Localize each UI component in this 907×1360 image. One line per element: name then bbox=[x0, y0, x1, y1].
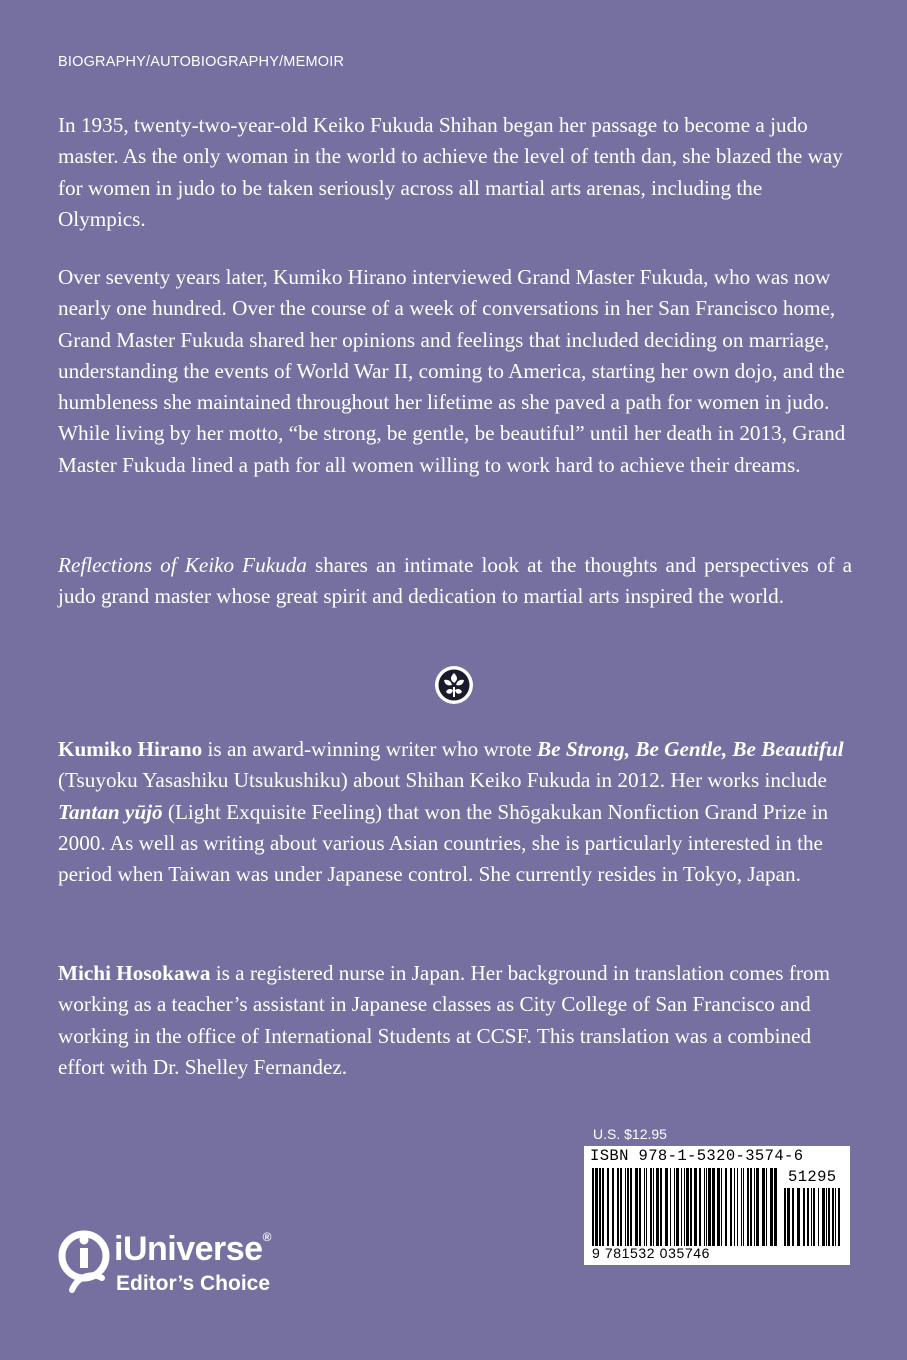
barcode-bar bbox=[818, 1188, 819, 1246]
author-bio bbox=[58, 734, 852, 890]
translator-name: Michi Hosokawa bbox=[58, 961, 211, 985]
barcode-bar bbox=[656, 1168, 659, 1246]
publisher-name bbox=[114, 1230, 271, 1269]
book-title: Reflections of Keiko Fukuda bbox=[58, 553, 307, 577]
price-code-text: 51295 bbox=[788, 1168, 837, 1186]
barcode-bar bbox=[734, 1168, 735, 1246]
barcode-bar bbox=[756, 1168, 759, 1246]
barcode-bar bbox=[708, 1168, 711, 1246]
barcode-bar bbox=[730, 1168, 732, 1246]
barcode-bar bbox=[797, 1188, 800, 1246]
registered-mark: ® bbox=[262, 1230, 271, 1244]
price-label: U.S. $12.95 bbox=[593, 1126, 667, 1142]
barcode-bar bbox=[684, 1168, 685, 1246]
author-name: Kumiko Hirano bbox=[58, 737, 203, 761]
barcode-bar bbox=[665, 1168, 668, 1246]
barcode-bar bbox=[762, 1168, 765, 1246]
barcode-bar bbox=[660, 1168, 662, 1246]
barcode-bar bbox=[750, 1168, 752, 1246]
barcode-bar bbox=[721, 1168, 722, 1246]
barcode-bar bbox=[741, 1168, 742, 1246]
publisher-name-text: iUniverse bbox=[114, 1230, 263, 1268]
blurb-paragraph-1: In 1935, twenty-two-year-old Keiko Fukuda Shihan began her passage to become a judo master. As the only woman in the world to achieve the level of tenth dan, she blazed the way for women in judo to be taken seriously across all martial arts arenas, including the Olympics. bbox=[58, 113, 843, 231]
barcode-bar bbox=[725, 1168, 727, 1246]
blurb-paragraph-3-text: shares an intimate look at the thoughts and perspectives of a judo grand master whose great spirit and dedication to martial arts inspired the world. bbox=[58, 553, 852, 609]
author-bio-text-1: is an award-winning writer who wrote bbox=[202, 737, 538, 761]
barcode-bar bbox=[743, 1168, 744, 1246]
barcode-bar bbox=[699, 1168, 701, 1246]
barcode-number: 9 781532 035746 bbox=[592, 1245, 710, 1261]
barcode-bar bbox=[653, 1168, 654, 1246]
blurb-paragraph-2: Over seventy years later, Kumiko Hirano interviewed Grand Master Fukuda, who was now nearly one hundred. Over the course of a week of conversations in her San Francisco home, Grand Master Fukuda shared her opinions and feelings that included deciding on marriage, understanding the events of World War II, coming to America, starting her own dojo, and the humbleness she maintained throughout her lifetime as she paved a path for women in judo. While living by her motto, “be strong, be gentle, be beautiful” until her death in 2013, Grand Master Fukuda lined a path for all women willing to work hard to achieve their dreams. bbox=[58, 265, 846, 477]
barcode-bar bbox=[737, 1168, 738, 1246]
barcode-bar bbox=[625, 1168, 626, 1246]
barcode-bar bbox=[784, 1188, 786, 1246]
family-crest-icon bbox=[434, 665, 474, 705]
blurb-paragraph-3 bbox=[58, 550, 852, 613]
translator-bio-text: is a registered nurse in Japan. Her background in translation comes from working as a teacher’s assistant in Japanese classes as City College of San Francisco and working in the office of International Students at CCSF. This translation was a combined effort with Dr. Shelley Fernandez. bbox=[58, 961, 831, 1079]
author-book-1: Be Strong, Be Gentle, Be Beautiful bbox=[537, 737, 844, 761]
barcode-bar bbox=[627, 1168, 629, 1246]
barcode-bar bbox=[807, 1188, 809, 1246]
barcode-bar bbox=[813, 1188, 815, 1246]
barcode-bar bbox=[803, 1188, 805, 1246]
barcode-bar bbox=[747, 1168, 749, 1246]
barcode-bar bbox=[826, 1188, 827, 1246]
author-bio-text-3: (Light Exquisite Feeling) that won the Shōgakukan Nonfiction Grand Prize in 2000. As well as writing about various Asian countries, she is particularly interested in the period when Taiwan was under Japanese control. She currently resides in Tokyo, Japan. bbox=[58, 799, 829, 887]
author-bio-text-2: (Tsuyoku Yasashiku Utsukushiku) about Shihan Keiko Fukuda in 2012. Her works include bbox=[58, 768, 827, 793]
barcode-bar bbox=[676, 1168, 679, 1246]
barcode-bar bbox=[828, 1188, 830, 1246]
barcode-bar bbox=[607, 1168, 609, 1246]
iuniverse-logo-icon bbox=[58, 1228, 114, 1298]
publisher-logo bbox=[58, 1228, 378, 1308]
author-book-2: Tantan yūjō bbox=[58, 799, 163, 824]
barcode-bar bbox=[822, 1188, 825, 1246]
category-label: BIOGRAPHY/AUTOBIOGRAPHY/MEMOIR bbox=[58, 54, 345, 70]
barcode-bar bbox=[792, 1188, 794, 1246]
barcode-bar bbox=[650, 1168, 652, 1246]
barcode-bar bbox=[811, 1188, 812, 1246]
translator-bio bbox=[58, 958, 852, 1083]
barcode-bar bbox=[620, 1168, 622, 1246]
barcode-bar bbox=[838, 1188, 840, 1246]
barcode-bar bbox=[644, 1168, 645, 1246]
barcode-bar bbox=[630, 1168, 632, 1246]
barcode-bar bbox=[694, 1168, 697, 1246]
barcode-bar bbox=[754, 1168, 755, 1246]
barcode-bar bbox=[670, 1168, 671, 1246]
publisher-imprint: Editor’s Choice bbox=[116, 1272, 271, 1295]
barcode-bar bbox=[832, 1188, 834, 1246]
barcode-bar bbox=[774, 1168, 777, 1246]
barcode-bar bbox=[681, 1168, 682, 1246]
barcode-bar bbox=[635, 1168, 638, 1246]
barcode-bar bbox=[712, 1168, 715, 1246]
barcode-bar bbox=[646, 1168, 647, 1246]
barcode-bar bbox=[639, 1168, 641, 1246]
barcode-bar bbox=[686, 1168, 689, 1246]
barcode-bar bbox=[602, 1168, 604, 1246]
barcode-bar bbox=[787, 1188, 790, 1246]
barcode-bar bbox=[612, 1168, 614, 1246]
barcode-bar bbox=[595, 1168, 598, 1246]
isbn-barcode bbox=[584, 1146, 850, 1265]
price-code-bars bbox=[782, 1188, 844, 1246]
barcode-bar bbox=[766, 1168, 767, 1246]
barcode-bar bbox=[704, 1168, 705, 1246]
barcode-bar bbox=[770, 1168, 773, 1246]
barcode-bar bbox=[674, 1168, 675, 1246]
barcode-bar bbox=[617, 1168, 619, 1246]
barcode-bar bbox=[835, 1188, 836, 1246]
barcode-bar bbox=[717, 1168, 720, 1246]
barcode-bar bbox=[706, 1168, 707, 1246]
isbn-text: ISBN 978-1-5320-3574-6 bbox=[590, 1147, 804, 1165]
barcode-bar bbox=[690, 1168, 692, 1246]
barcode-bar bbox=[592, 1168, 594, 1246]
ean-barcode-bars bbox=[590, 1168, 778, 1246]
barcode-bar bbox=[599, 1168, 601, 1246]
